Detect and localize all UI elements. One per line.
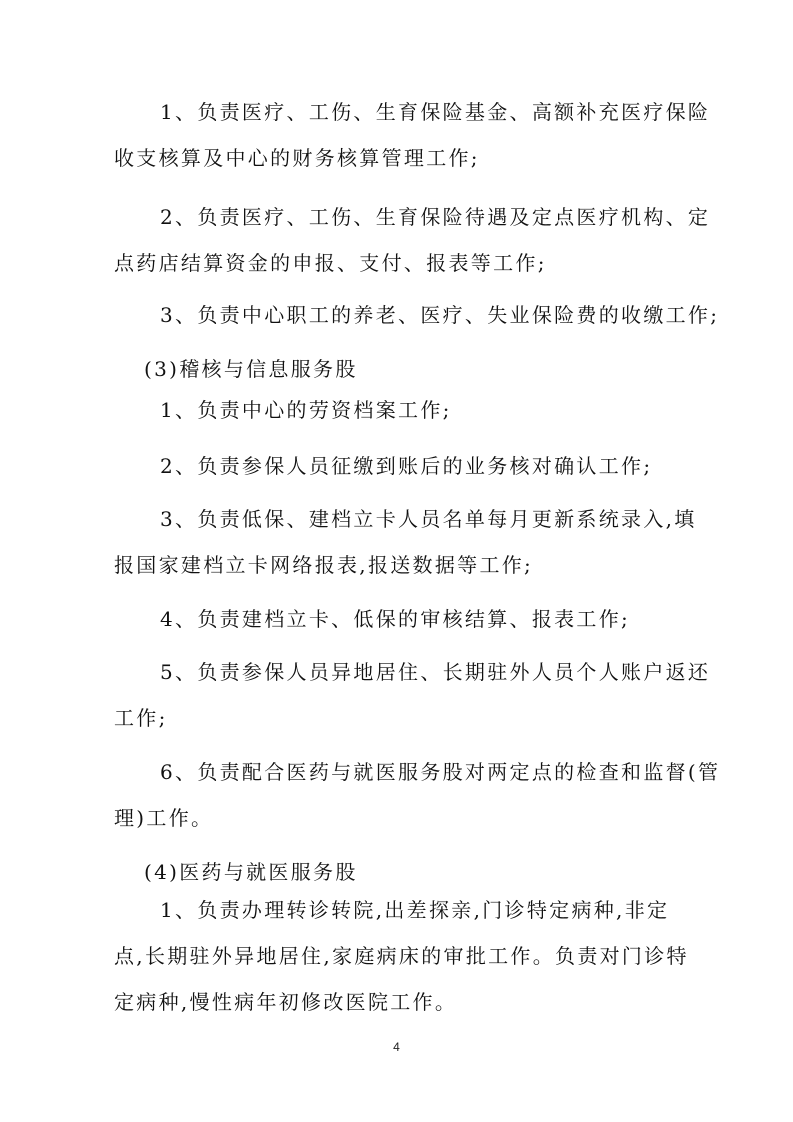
text-line: 4、负责建档立卡、低保的审核结算、报表工作; [160,607,631,631]
page-number: 4 [393,1040,400,1054]
text-line: 工作; [114,706,168,730]
text-line: 2、负责医疗、工伤、生育保险待遇及定点医疗机构、定 [160,205,711,229]
text-line: 2、负责参保人员征缴到账后的业务核对确认工作; [160,454,653,478]
text-line: 点,长期驻外异地居住,家庭病床的审批工作。负责对门诊特 [114,944,689,968]
text-line: 3、负责低保、建档立卡人员名单每月更新系统录入,填 [160,507,697,531]
section-heading: (4)医药与就医服务股 [144,860,358,884]
text-line: 理)工作。 [114,806,214,830]
text-line: 报国家建档立卡网络报表,报送数据等工作; [114,553,534,577]
text-line: 1、负责中心的劳资档案工作; [160,398,452,422]
text-line: 1、负责医疗、工伤、生育保险基金、高额补充医疗保险 [160,100,711,124]
text-line: 6、负责配合医药与就医服务股对两定点的检查和监督(管 [160,760,721,784]
text-line: 定病种,慢性病年初修改医院工作。 [114,990,458,1014]
text-line: 3、负责中心职工的养老、医疗、失业保险费的收缴工作; [160,303,720,327]
text-line: 1、负责办理转诊转院,出差探亲,门诊特定病种,非定 [160,898,670,922]
text-line: 点药店结算资金的申报、支付、报表等工作; [114,251,547,275]
text-line: 收支核算及中心的财务核算管理工作; [114,146,480,170]
text-line: 5、负责参保人员异地居住、长期驻外人员个人账户返还 [160,660,711,684]
section-heading: (3)稽核与信息服务股 [144,357,358,381]
